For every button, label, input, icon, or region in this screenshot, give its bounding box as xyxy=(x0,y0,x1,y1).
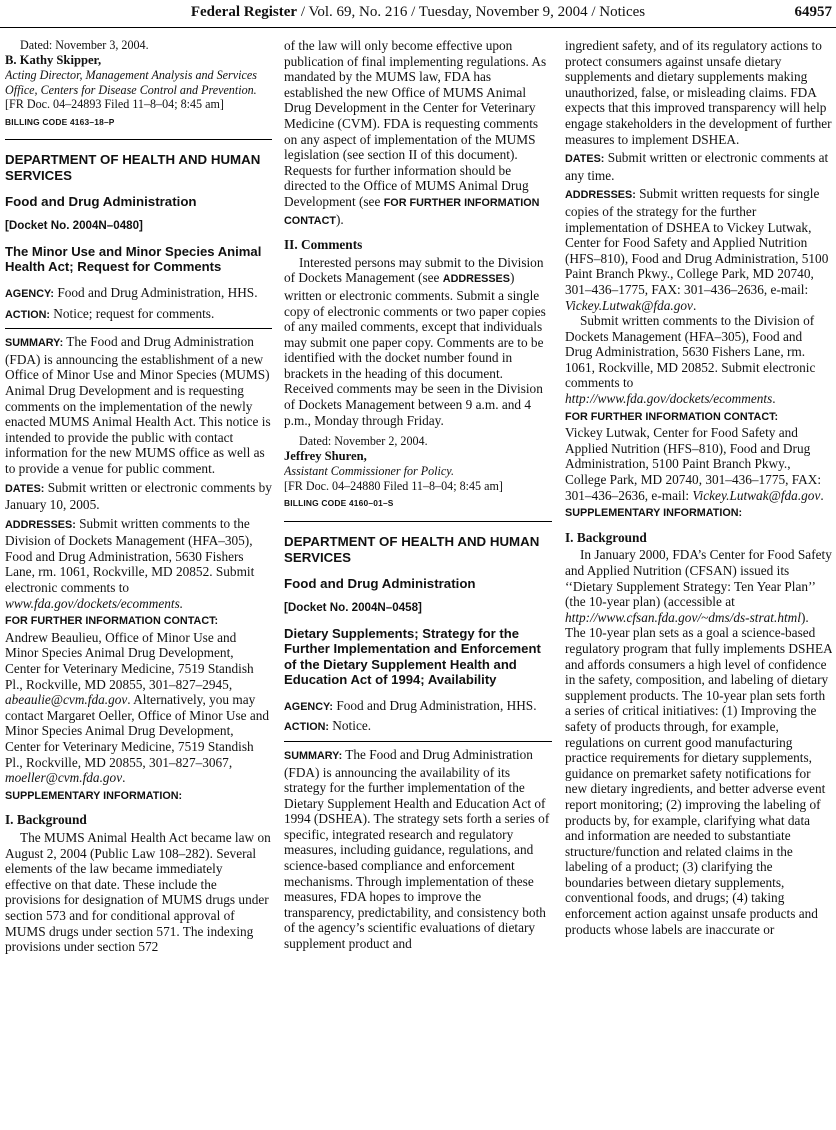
contact-label: FOR FURTHER INFORMATION CONTACT: xyxy=(5,615,219,628)
contact-label: FOR FURTHER INFORMATION CONTACT: xyxy=(565,410,779,423)
docket-number: [Docket No. 2004N–0480] xyxy=(5,219,143,233)
background-paragraph xyxy=(565,547,832,937)
agency-paragraph xyxy=(5,285,272,303)
contact-text-2: . Alternatively, you may contact Margaret Oeller, Office of Minor Use and Minor Species Animal Drug Development, Center for Veterinary Medicine, 7519 Standish Pl., Rockville, MD 20855, 301–827–3067, xyxy=(5,692,270,770)
contact-email[interactable]: Vickey.Lutwak@fda.gov xyxy=(692,487,821,503)
continued-end: ). xyxy=(335,211,344,227)
contact-paragraph xyxy=(565,425,832,503)
summary-divider xyxy=(284,741,552,742)
addresses-email[interactable]: Vickey.Lutwak@fda.gov xyxy=(565,297,693,313)
addresses-paragraph xyxy=(5,516,272,612)
publication-name: Federal Register xyxy=(190,4,298,20)
submit-end: . xyxy=(772,391,776,407)
billing-code: BILLING CODE 4163–18–P xyxy=(5,116,115,127)
dates-text: Submit written or electronic comments by January 10, 2005. xyxy=(5,479,272,513)
summary-text: The Food and Drug Administration (FDA) is announcing the availability of its strategy for the further implementation of the Dietary Supplement Health and Education Act of 1994 (DSHEA). The strategy sets forth a series of specific, integrated research and regulatory measures, including guidance, regulations, and science-based compliance and enforcement mechanisms. Through implementation of these measures, FDA hopes to improve the transparency, predictability, and consistency both of the agency’s scientific evaluations of dietary supplement product and xyxy=(284,746,550,952)
contact-email-1[interactable]: abeaulie@cvm.fda.gov xyxy=(5,692,128,708)
addresses-label: ADDRESSES: xyxy=(565,189,636,202)
contact-paragraph xyxy=(5,630,272,786)
summary-label: SUMMARY: xyxy=(284,749,343,762)
docket-number: [Docket No. 2004N–0458] xyxy=(284,601,422,615)
section-divider xyxy=(5,139,272,140)
summary-divider xyxy=(5,328,272,329)
fr-doc-line: [FR Doc. 04–24893 Filed 11–8–04; 8:45 am] xyxy=(5,97,224,112)
action-text: Notice; request for comments. xyxy=(49,305,215,321)
column-1 xyxy=(5,38,272,1130)
agency-label: AGENCY: xyxy=(5,287,54,300)
background-link[interactable]: http://www.cfsan.fda.gov/~dms/ds-strat.html xyxy=(565,609,801,625)
summary-text: The Food and Drug Administration (FDA) is announcing the establishment of a new Office of Minor Use and Minor Species (MUMS) Animal Drug Development and is requesting comments on the implementation of the newly enacted MUMS Animal Health Act. This notice is intended to provide the public with contact information for the new MUMS office as well as to provide a venue for public comment. xyxy=(5,334,271,476)
dates-paragraph xyxy=(565,150,832,183)
contact-end: . xyxy=(122,770,126,786)
dates-text: Submit written or electronic comments at any time. xyxy=(565,150,829,183)
supplementary-label: SUPPLEMENTARY INFORMATION: xyxy=(5,789,183,802)
addresses-text: Submit written comments to the Division of Dockets Management (HFA–305), Food and Drug Administration, 5630 Fishers Lane, rm. 1061, Rockville, MD 20852. Submit electronic comments to xyxy=(5,515,255,596)
addresses-link[interactable]: www.fda.gov/dockets/ecomments. xyxy=(5,595,184,611)
agency-heading: Food and Drug Administration xyxy=(5,193,197,209)
continued-paragraph: ingredient safety, and of its regulatory actions to protect consumers against unsafe dietary supplements and dietary supplements making unauthorized, false, or misleading claims. FDA expects that this improved transparency will help engage stakeholders in the development of further measures to implement DSHEA. xyxy=(565,38,832,147)
addresses-text: Submit written requests for single copies of the strategy for the further implementation of DSHEA to Vickey Lutwak, Center for Food Safety and Applied Nutrition (HFS–810), Food and Drug Administration, 5100 Paint Branch Pkwy., College Park, MD 20740, 301–436–1775, FAX: 301–436–2636, e-mail: xyxy=(565,186,829,297)
document-title: The Minor Use and Minor Species Animal Health Act; Request for Comments xyxy=(5,243,262,275)
billing-code: BILLING CODE 4160–01–S xyxy=(284,498,394,509)
contact-email-2[interactable]: moeller@cvm.fda.gov xyxy=(5,770,123,786)
agency-text: Food and Drug Administration, HHS. xyxy=(333,697,537,713)
background-text-2: ). The 10-year plan sets as a goal a science-based regulatory program that fully implements DSHEA and affords consumers a high level of confidence in the safety, composition, and labeling of dietary supplement products. The 10-year plan sets forth a series of critical initiatives: (1) Improving the safety of products through, for example, regulations on current good manufacturing practice requirements for dietary supplements, guidance on premarket safety notifications for new dietary ingredients, and better adverse event report monitoring; (2) improving the labeling of products by, for example, clarifying what data and information are needed to substantiate structure/function and related claims in the labeling of a product; (3) clarifying the boundaries between dietary supplements, conventional foods, and drugs; (4) taking enforcement action against unsafe products and products whose labels are inaccurate or xyxy=(565,609,832,937)
agency-label: AGENCY: xyxy=(284,700,333,713)
addresses-reference: ADDRESSES xyxy=(442,273,510,286)
continued-paragraph xyxy=(284,38,552,229)
summary-label: SUMMARY: xyxy=(5,337,64,350)
running-head xyxy=(0,4,836,21)
addresses-label: ADDRESSES: xyxy=(5,518,76,531)
summary-paragraph xyxy=(284,747,552,952)
dates-label: DATES: xyxy=(565,153,605,166)
column-2 xyxy=(284,38,552,1130)
action-text: Notice. xyxy=(328,718,372,734)
action-paragraph xyxy=(5,306,272,324)
supplementary-label: SUPPLEMENTARY INFORMATION: xyxy=(565,507,743,520)
agency-paragraph xyxy=(284,698,552,716)
comments-text-1: Interested persons may submit to the Division of Dockets Management (see xyxy=(284,254,544,286)
action-paragraph xyxy=(284,718,552,736)
background-heading: I. Background xyxy=(5,812,87,828)
addresses-end: . xyxy=(692,297,697,313)
continued-text: of the law will only become effective upon publication of final implementing regulations. As mandated by the MUMS law, FDA has established the new Office of MUMS Animal Drug Development in the Center for Veterinary Medicine (CVM). FDA is requesting comments on any aspect of implementation of the MUMS legislation (see section II of this document). Requests for further information should be directed to the Office of MUMS Animal Drug Development (see xyxy=(284,38,547,209)
background-text-1: In January 2000, FDA’s Center for Food Safety and Applied Nutrition (CFSAN) issued its ‘‘Dietary Supplement Strategy: Ten Year Plan’’ (the 10-year plan) (accessible at xyxy=(565,547,832,610)
contact-reference: FOR FURTHER INFORMATION CONTACT xyxy=(284,196,540,227)
contact-end: . xyxy=(820,487,824,503)
addresses-paragraph xyxy=(565,186,832,313)
dated-line: Dated: November 3, 2004. xyxy=(20,38,149,52)
document-title: Dietary Supplements; Strategy for the Further Implementation and Enforcement of the Dietary Supplement Health and Education Act of 1994; Availability xyxy=(284,625,541,688)
agency-heading: Food and Drug Administration xyxy=(284,575,476,591)
department-heading: DEPARTMENT OF HEALTH AND HUMAN SERVICES xyxy=(5,152,261,183)
background-text: The MUMS Animal Health Act became law on August 2, 2004 (Public Law 108–282). Several elements of the law became immediately effective on that date. These include the provisions for designation of MUMS drugs under section 573 and for conditional approval of MUMS drugs under section 571. The indexing provisions under section 572 xyxy=(5,829,271,955)
contact-text-1: Andrew Beaulieu, Office of Minor Use and Minor Species Animal Drug Development, Center for Veterinary Medicine, 7519 Standish Pl., Rockville, MD 20855, 301–827–2945, xyxy=(5,629,254,692)
comments-heading: II. Comments xyxy=(284,237,363,253)
page-number: 64957 xyxy=(794,4,832,20)
signer-name: B. Kathy Skipper, xyxy=(5,52,102,67)
signer-title: Acting Director, Management Analysis and Services Office, Centers for Disease Control and Prevention. xyxy=(5,68,257,97)
issue-info: / Vol. 69, No. 216 / Tuesday, November 9, 2004 / Notices xyxy=(297,4,646,20)
signer-name: Jeffrey Shuren, xyxy=(284,448,367,463)
contact-text: Vickey Lutwak, Center for Food Safety and Applied Nutrition (HFS–810), Food and Drug Administration, 5100 Paint Branch Pkwy., College Park, MD 20740, 301–436–1775, FAX: 301–436–2636, e-mail: xyxy=(565,425,822,503)
dates-paragraph xyxy=(5,480,272,513)
background-heading: I. Background xyxy=(565,529,647,545)
dated-line: Dated: November 2, 2004. xyxy=(299,434,428,449)
submit-link[interactable]: http://www.fda.gov/dockets/ecomments xyxy=(565,391,773,407)
comments-text-2: ) written or electronic comments. Submit a single copy of electronic comments or two paper copies of any mailed comments, except that individuals may submit one paper copy. Comments are to be identified with the docket number found in brackets in the heading of this document. Received comments may be seen in the Division of Dockets Management between 9 a.m. and 4 p.m., Monday through Friday. xyxy=(284,270,546,428)
submit-paragraph xyxy=(565,313,832,407)
signer-title: Assistant Commissioner for Policy. xyxy=(284,464,454,479)
dates-label: DATES: xyxy=(5,482,45,495)
department-heading: DEPARTMENT OF HEALTH AND HUMAN SERVICES xyxy=(284,533,540,565)
agency-text: Food and Drug Administration, HHS. xyxy=(54,284,258,300)
comments-paragraph xyxy=(284,255,552,429)
fr-doc-line: [FR Doc. 04–24880 Filed 11–8–04; 8:45 am] xyxy=(284,478,503,493)
action-label: ACTION: xyxy=(284,721,329,734)
submit-text: Submit written comments to the Division of Dockets Management (HFA–305), Food and Drug Administration, 5630 Fishers Lane, rm. 1061, Rockville, MD 20852. Submit electronic comments to xyxy=(565,313,816,391)
summary-paragraph xyxy=(5,334,272,476)
page-header xyxy=(0,0,836,28)
section-divider xyxy=(284,521,552,522)
action-label: ACTION: xyxy=(5,308,50,321)
column-3 xyxy=(565,38,832,1130)
